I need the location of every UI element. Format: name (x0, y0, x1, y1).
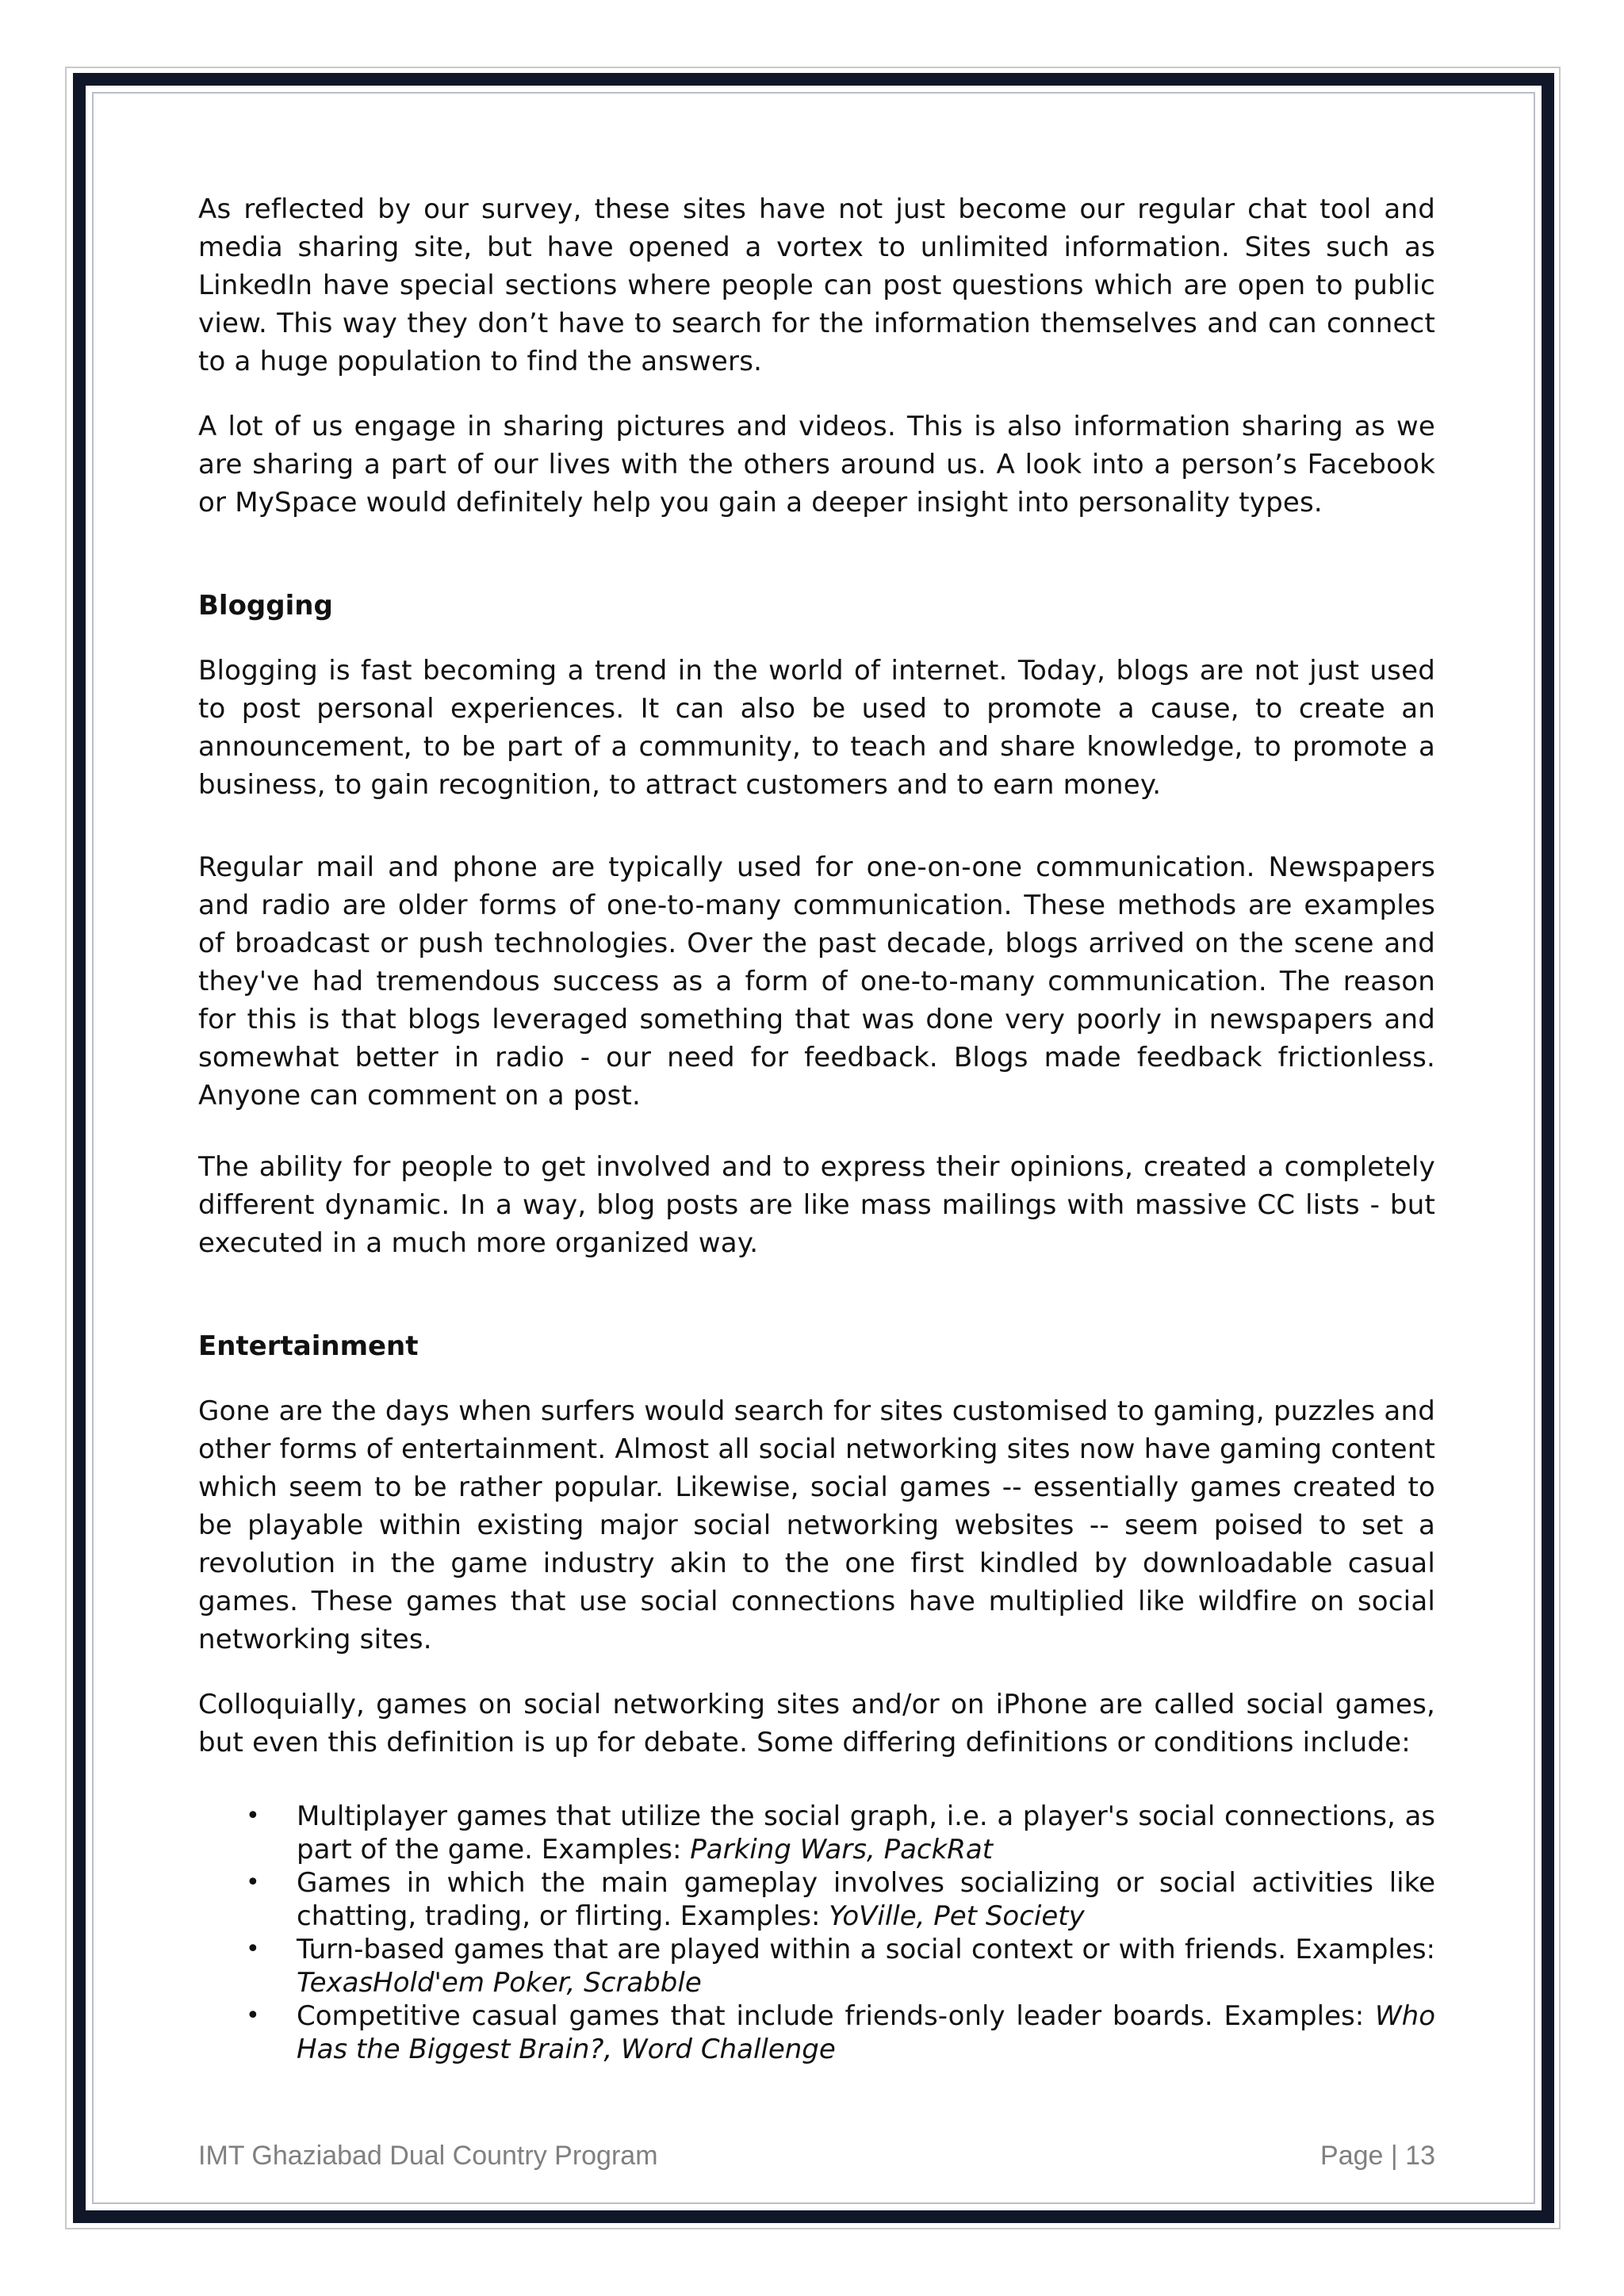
bullet-icon: • (246, 1935, 260, 1963)
page-content (198, 190, 1435, 2066)
paragraph-blogging-dynamic: The ability for people to get involved and to express their opinions, created a completely different dynamic. In a way, blog posts are like mass mailings with massive CC lists - but executed in a much more organized way. (198, 1151, 1435, 1259)
list-item-examples: YoVille, Pet Society (829, 1900, 1085, 1932)
social-games-list (198, 1800, 1435, 2066)
footer-program-name: IMT Ghaziabad Dual Country Program (198, 2141, 658, 2171)
list-item-text: Games in which the main gameplay involves socializing or social activities like chatting, trading, or flirting. Examples: (297, 1867, 1435, 1932)
paragraph-survey: As reflected by our survey, these sites have not just become our regular chat tool and media sharing site, but have opened a vortex to unlimited information. Sites such as LinkedIn have special sections where people can post questions which are open to public view. This way they don’t have to search for the information themselves and can connect to a huge population to find the answers. (198, 193, 1435, 377)
bullet-icon: • (246, 1869, 260, 1896)
list-item-text: Multiplayer games that utilize the social graph, i.e. a player's social connections, as part of the game. Examples: (297, 1800, 1435, 1866)
bullet-icon: • (246, 2002, 260, 2030)
list-item (198, 1866, 1435, 1933)
list-item-text: Turn-based games that are played within a social context or with friends. Examples: (297, 1934, 1435, 1965)
footer-page-number: Page | 13 (1320, 2141, 1435, 2171)
paragraph-entertainment-definitions: Colloquially, games on social networking sites and/or on iPhone are called social games, but even this definition is up for debate. Some differing definitions or conditions include: (198, 1689, 1435, 1758)
list-item-text: Competitive casual games that include friends-only leader boards. Examples: (297, 2000, 1376, 2032)
paragraph-entertainment-games: Gone are the days when surfers would search for sites customised to gaming, puzzles and other forms of entertainment. Almost all social networking sites now have gaming content which seem to be rather popular. Likewise, social games -- essentially games created to be playable within existing major social networking websites -- seem poised to set a revolution in the game industry akin to the one first kindled by downloadable casual games. These games that use social connections have multiplied like wildfire on social networking sites. (198, 1395, 1435, 1655)
list-item (198, 1999, 1435, 2066)
paragraph-sharing: A lot of us engage in sharing pictures and videos. This is also information sharing as we are sharing a part of our lives with the others around us. A look into a person’s Facebook or MySpace would definitely help you gain a deeper insight into personality types. (198, 411, 1435, 519)
list-item-examples: TexasHold'em Poker, Scrabble (297, 1967, 702, 1999)
list-item-examples: Who Has the Biggest Brain?, Word Challenge (297, 2000, 1435, 2065)
list-item (198, 1933, 1435, 1999)
paragraph-blogging-communication: Regular mail and phone are typically used for one-on-one communication. Newspapers and radio are older forms of one-to-many communication. These methods are examples of broadcast or push technologies. Over the past decade, blogs arrived on the scene and they've had tremendous success as a form of one-to-many communication. The reason for this is that blogs leveraged something that was done very poorly in newspapers and somewhat better in radio - our need for feedback. Blogs made feedback frictionless. Anyone can comment on a post. (198, 851, 1435, 1112)
heading-blogging: Blogging (198, 590, 333, 622)
list-item (198, 1800, 1435, 1866)
paragraph-blogging-trend: Blogging is fast becoming a trend in the world of internet. Today, blogs are not just used to post personal experiences. It can also be used to promote a cause, to create an announcement, to be part of a community, to teach and share knowledge, to promote a business, to gain recognition, to attract customers and to earn money. (198, 655, 1435, 801)
bullet-icon: • (246, 1802, 260, 1830)
heading-entertainment: Entertainment (198, 1330, 419, 1362)
list-item-examples: Parking Wars, PackRat (690, 1834, 994, 1866)
